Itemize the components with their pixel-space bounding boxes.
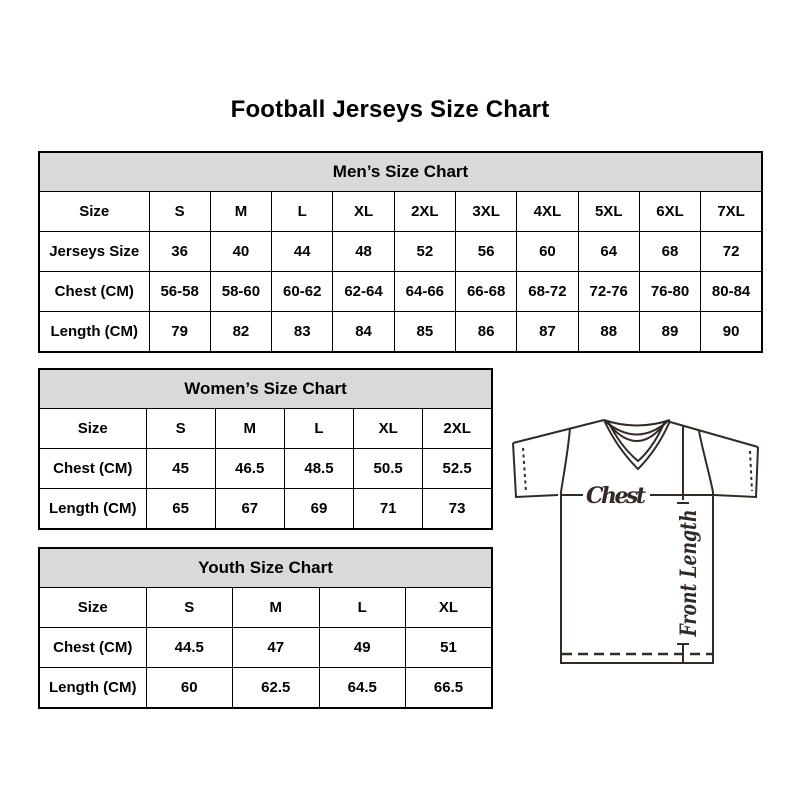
value-cell: 52 [394,232,455,272]
value-cell: 47 [233,628,320,668]
value-cell: S [149,192,210,232]
value-cell: L [319,588,406,628]
value-cell: 64 [578,232,639,272]
value-cell: 64.5 [319,668,406,709]
value-cell: XL [354,409,423,449]
table-row [39,449,492,489]
table-header-row [39,369,492,409]
value-cell: 46.5 [215,449,284,489]
value-cell: 68 [639,232,700,272]
value-cell: 51 [406,628,493,668]
table-row [39,588,492,628]
value-cell: 67 [215,489,284,530]
value-cell: 49 [319,628,406,668]
value-cell: 72 [701,232,762,272]
value-cell: 4XL [517,192,578,232]
value-cell: 82 [210,312,271,353]
value-cell: 88 [578,312,639,353]
mens-size-table [38,151,763,353]
value-cell: 68-72 [517,272,578,312]
value-cell: 87 [517,312,578,353]
row-label-cell: Size [39,192,149,232]
value-cell: XL [333,192,394,232]
value-cell: 44 [272,232,333,272]
value-cell: M [215,409,284,449]
value-cell: 56-58 [149,272,210,312]
front-length-measurement [676,426,702,663]
value-cell: 83 [272,312,333,353]
table-header-row [39,152,762,192]
value-cell: 3XL [455,192,516,232]
page-title: Football Jerseys Size Chart [230,96,550,123]
value-cell: 45 [146,449,215,489]
value-cell: 90 [701,312,762,353]
value-cell: 80-84 [701,272,762,312]
value-cell: 65 [146,489,215,530]
value-cell: 72-76 [578,272,639,312]
value-cell: 60-62 [272,272,333,312]
value-cell: 5XL [578,192,639,232]
row-label-cell: Jerseys Size [39,232,149,272]
chest-measurement [561,483,713,509]
value-cell: M [210,192,271,232]
value-cell: 2XL [423,409,492,449]
value-cell: 76-80 [639,272,700,312]
value-cell: L [272,192,333,232]
value-cell: 62-64 [333,272,394,312]
value-cell: 66-68 [455,272,516,312]
value-cell: 2XL [394,192,455,232]
value-cell: 73 [423,489,492,530]
table-header-row [39,548,492,588]
table-title: Youth Size Chart [39,548,492,588]
value-cell: 71 [354,489,423,530]
table-row [39,232,762,272]
table-row [39,489,492,530]
value-cell: 84 [333,312,394,353]
value-cell: 6XL [639,192,700,232]
row-label-cell: Size [39,409,146,449]
value-cell: S [146,409,215,449]
row-label-cell: Length (CM) [39,489,146,530]
youth-size-table [38,547,493,709]
left-sleeve-outline [513,443,558,497]
value-cell: 66.5 [406,668,493,709]
table-row [39,668,492,709]
collar-top-arc [604,420,670,426]
value-cell: 52.5 [423,449,492,489]
row-label-cell: Length (CM) [39,668,146,709]
value-cell: 58-60 [210,272,271,312]
value-cell: 62.5 [233,668,320,709]
left-armhole-seam [561,428,570,492]
value-cell: 44.5 [146,628,233,668]
table-row [39,272,762,312]
chest-label: Chest [586,483,646,509]
value-cell: 69 [284,489,353,530]
value-cell: 40 [210,232,271,272]
right-sleeve-stitch-line [750,451,752,491]
value-cell: 7XL [701,192,762,232]
womens-size-table [38,368,493,530]
value-cell: 36 [149,232,210,272]
value-cell: 64-66 [394,272,455,312]
value-cell: 56 [455,232,516,272]
table-row [39,312,762,353]
value-cell: 89 [639,312,700,353]
table-row [39,192,762,232]
value-cell: 48.5 [284,449,353,489]
jersey-measurement-diagram [500,400,780,680]
row-label-cell: Length (CM) [39,312,149,353]
left-shoulder-line [513,420,604,443]
value-cell: 86 [455,312,516,353]
value-cell: 79 [149,312,210,353]
value-cell: S [146,588,233,628]
right-armhole-seam [699,431,713,492]
value-cell: 50.5 [354,449,423,489]
row-label-cell: Chest (CM) [39,272,149,312]
table-row [39,409,492,449]
value-cell: 85 [394,312,455,353]
row-label-cell: Size [39,588,146,628]
value-cell: 60 [146,668,233,709]
table-title: Men’s Size Chart [39,152,762,192]
row-label-cell: Chest (CM) [39,628,146,668]
value-cell: 60 [517,232,578,272]
table-title: Women’s Size Chart [39,369,492,409]
value-cell: M [233,588,320,628]
row-label-cell: Chest (CM) [39,449,146,489]
value-cell: L [284,409,353,449]
front-length-label: Front Length [676,474,702,637]
value-cell: 48 [333,232,394,272]
value-cell: XL [406,588,493,628]
jersey-outline-icon [513,420,758,663]
table-row [39,628,492,668]
left-sleeve-stitch-line [523,448,526,492]
